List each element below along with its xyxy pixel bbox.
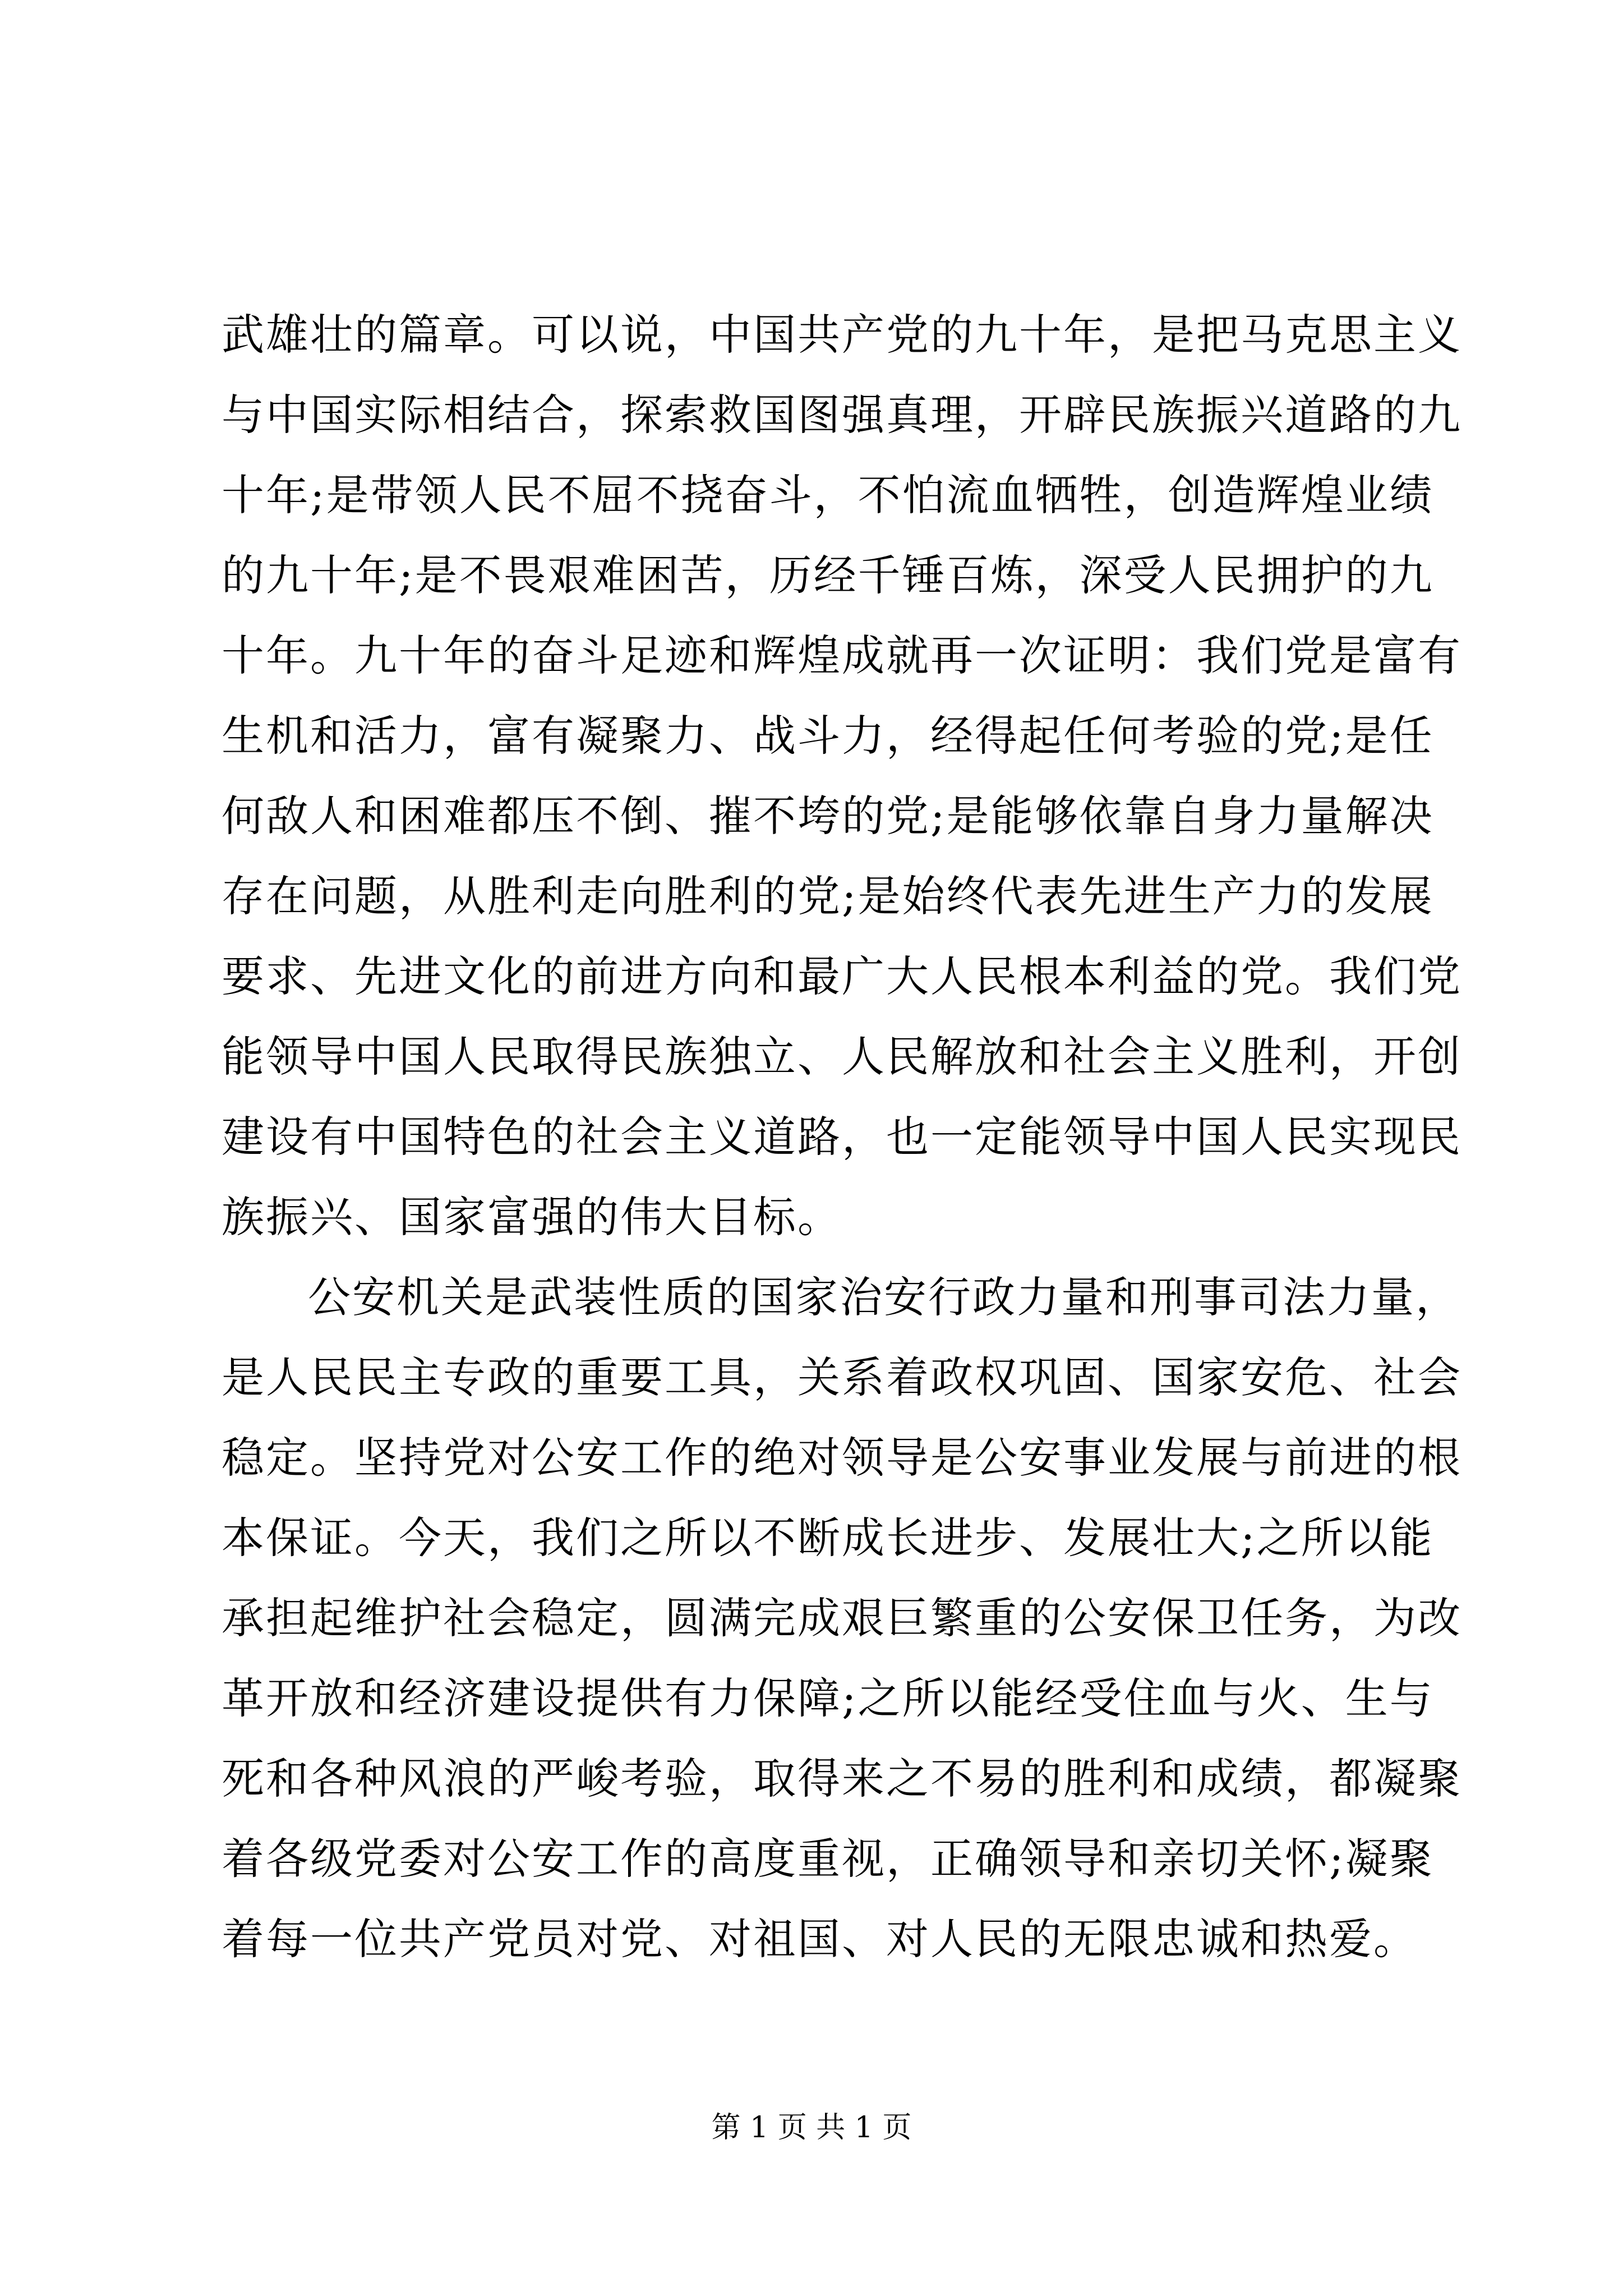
page-footer bbox=[0, 2108, 1623, 2147]
body-text bbox=[222, 295, 1462, 1979]
text-line: 建设有中国特色的社会主义道路，也一定能领导中国人民实现民 bbox=[222, 1112, 1462, 1162]
text-line: 十年。九十年的奋斗足迹和辉煌成就再一次证明：我们党是富有 bbox=[222, 631, 1462, 680]
text-line: 公安机关是武装性质的国家治安行政力量和刑事司法力量， bbox=[308, 1272, 1460, 1322]
text-line: 着每一位共产党员对党、对祖国、对人民的无限忠诚和热爱。 bbox=[222, 1914, 1418, 1964]
text-line: 十年;是带领人民不屈不挠奋斗，不怕流血牺牲，创造辉煌业绩 bbox=[222, 470, 1434, 520]
text-line: 与中国实际相结合，探索救国图强真理，开辟民族振兴道路的九 bbox=[222, 390, 1462, 440]
text-line: 生机和活力，富有凝聚力、战斗力，经得起任何考验的党;是任 bbox=[222, 711, 1434, 761]
text-line: 死和各种风浪的严峻考验，取得来之不易的胜利和成绩，都凝聚 bbox=[222, 1754, 1462, 1803]
text-line: 是人民民主专政的重要工具，关系着政权巩固、国家安危、社会 bbox=[222, 1352, 1462, 1402]
text-line: 着各级党委对公安工作的高度重视，正确领导和亲切关怀;凝聚 bbox=[222, 1834, 1434, 1884]
text-line: 本保证。今天，我们之所以不断成长进步、发展壮大;之所以能 bbox=[222, 1513, 1434, 1563]
text-line: 承担起维护社会稳定，圆满完成艰巨繁重的公安保卫任务，为改 bbox=[222, 1593, 1462, 1643]
text-line: 存在问题，从胜利走向胜利的党;是始终代表先进生产力的发展 bbox=[222, 871, 1434, 921]
page-number-label: 第 1 页 共 1 页 bbox=[711, 2111, 912, 2145]
text-line: 武雄壮的篇章。可以说，中国共产党的九十年，是把马克思主义 bbox=[222, 310, 1462, 360]
text-line: 稳定。坚持党对公安工作的绝对领导是公安事业发展与前进的根 bbox=[222, 1433, 1462, 1483]
paragraph-1 bbox=[222, 295, 1462, 1257]
text-line: 能领导中国人民取得民族独立、人民解放和社会主义胜利，开创 bbox=[222, 1032, 1462, 1082]
paragraph-2 bbox=[222, 1257, 1462, 1979]
text-line: 族振兴、国家富强的伟大目标。 bbox=[222, 1192, 842, 1242]
text-line: 要求、先进文化的前进方向和最广大人民根本利益的党。我们党 bbox=[222, 951, 1462, 1001]
text-line: 革开放和经济建设提供有力保障;之所以能经受住血与火、生与 bbox=[222, 1673, 1434, 1723]
text-line: 的九十年;是不畏艰难困苦，历经千锤百炼，深受人民拥护的九 bbox=[222, 550, 1434, 600]
text-line: 何敌人和困难都压不倒、摧不垮的党;是能够依靠自身力量解决 bbox=[222, 791, 1434, 841]
